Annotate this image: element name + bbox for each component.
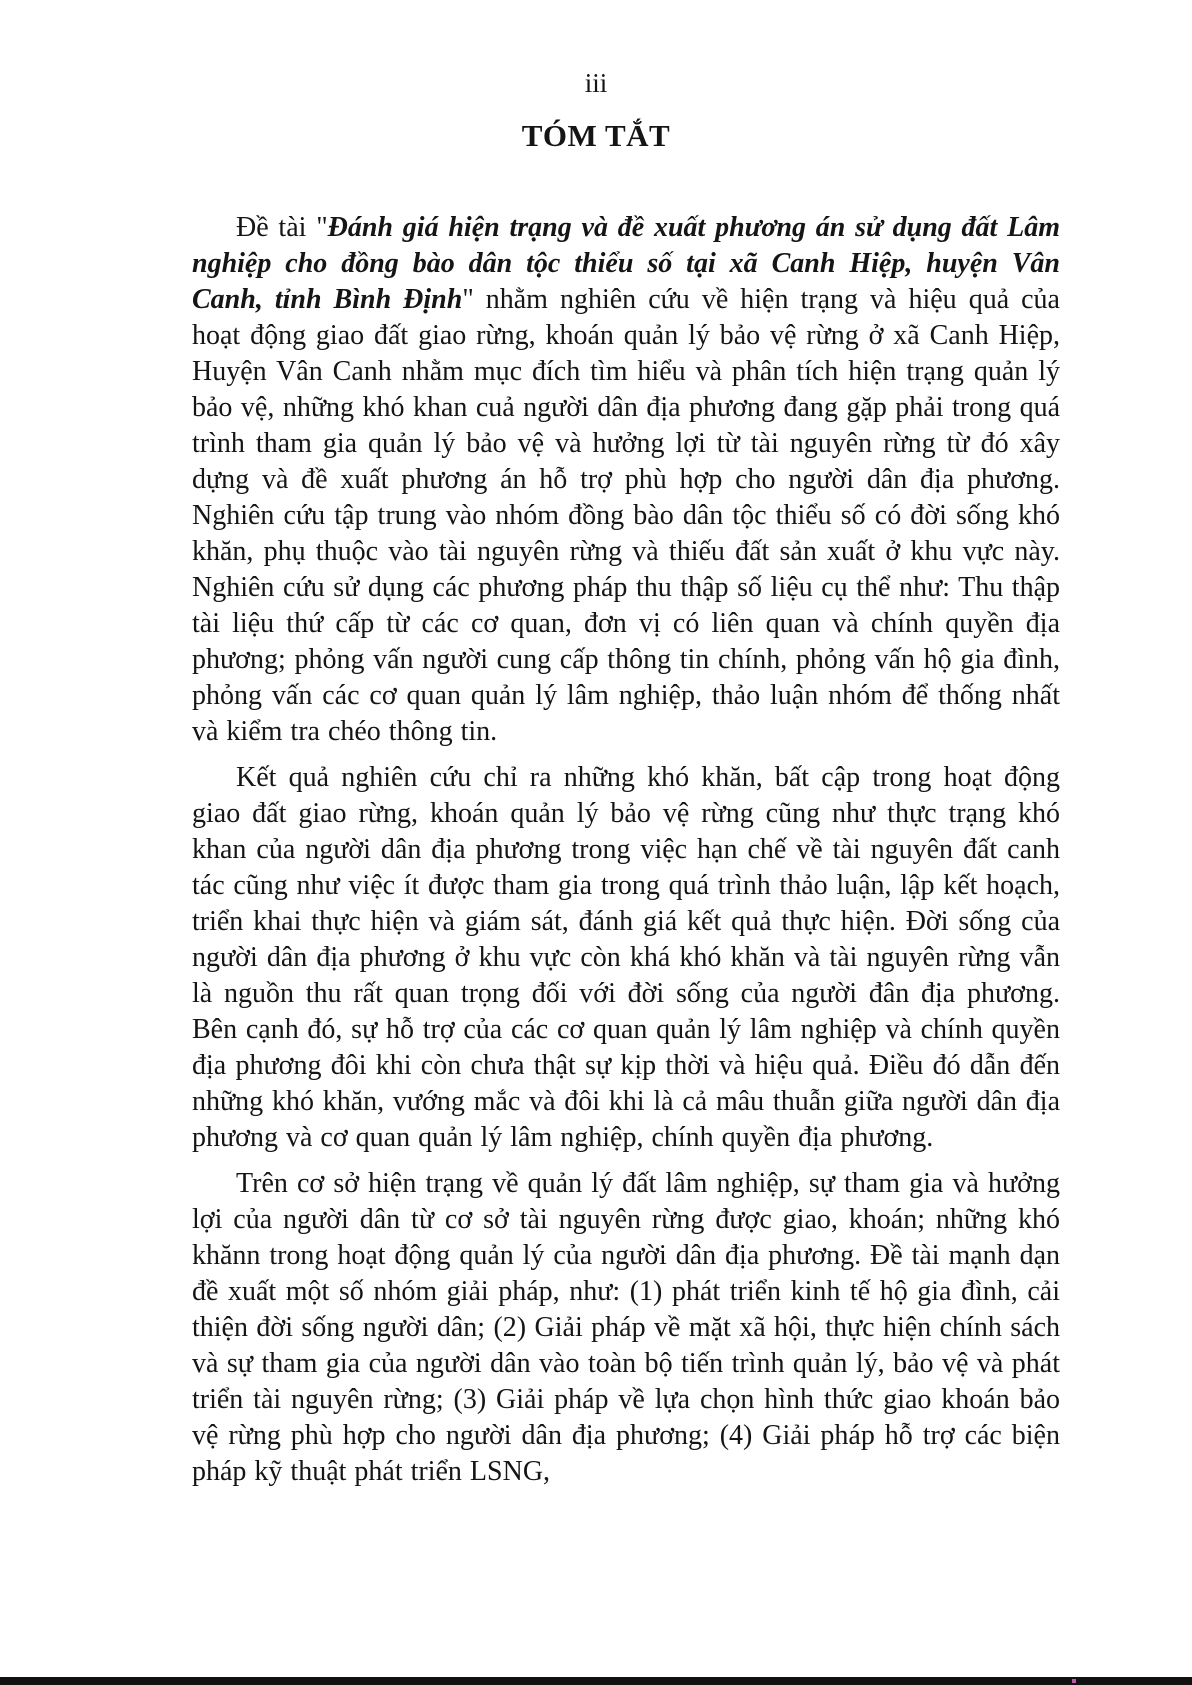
- abstract-paragraph-2: Kết quả nghiên cứu chỉ ra những khó khăn, bất cập trong hoạt động giao đất giao rừng, khoán quản lý bảo vệ rừng cũng như thực trạng khó khan của người dân địa phương trong việc hạn chế về tài nguyên đất canh tác cũng như việc ít được tham gia trong quá trình thảo luận, lập kết hoạch, triển khai thực hiện và giám sát, đánh giá kết quả thực hiện. Đời sống của người dân địa phương ở khu vực còn khá khó khăn và tài nguyên rừng vẫn là nguồn thu rất quan trọng đối với đời sống của người đân địa phương. Bên cạnh đó, sự hỗ trợ của các cơ quan quản lý lâm nghiệp và chính quyền địa phương đôi khi còn chưa thật sự kịp thời và hiệu quả. Điều đó dẫn đến những khó khăn, vướng mắc và đôi khi là cả mâu thuẫn giữa người dân địa phương và cơ quan quản lý lâm nghiệp, chính quyền địa phương.: [192, 762, 1060, 1153]
- render-artifact-dot: [1072, 1679, 1076, 1683]
- window-bottom-edge-bar: [0, 1677, 1192, 1685]
- abstract-paragraph-1: [192, 210, 1060, 750]
- page-title: TÓM TẮT: [521, 118, 671, 153]
- page-number: iii: [584, 68, 608, 98]
- abstract-paragraph-3: Trên cơ sở hiện trạng về quản lý đất lâm nghiệp, sự tham gia và hưởng lợi của người dân từ cơ sở tài nguyên rừng được giao, khoán; những khó khănn trong hoạt động quản lý của người dân địa phương. Đề tài mạnh dạn đề xuất một số nhóm giải pháp, như: (1) phát triển kinh tế hộ gia đình, cải thiện đời sống người dân; (2) Giải pháp về mặt xã hội, thực hiện chính sách và sự tham gia của người dân vào toàn bộ tiến trình quản lý, bảo vệ và phát triển tài nguyên rừng; (3) Giải pháp về lựa chọn hình thức giao khoán bảo vệ rừng phù hợp cho người dân địa phương; (4) Giải pháp hỗ trợ các biện pháp kỹ thuật phát triển LSNG,: [192, 1168, 1060, 1487]
- thesis-title-run: Đánh giá hiện trạng và đề xuất phương án sử dụng đất Lâm nghiệp cho đồng bào dân tộc thiểu số tại xã Canh Hiệp, huyện Vân Canh, tỉnh Bình Định: [192, 212, 1060, 315]
- paragraph-1-rest: " nhằm nghiên cứu về hiện trạng và hiệu quả của hoạt động giao đất giao rừng, khoán quản lý bảo vệ rừng ở xã Canh Hiệp, Huyện Vân Canh nhằm mục đích tìm hiểu và phân tích hiện trạng quản lý bảo vệ, những khó khan cuả người dân địa phương đang gặp phải trong quá trình tham gia quản lý bảo vệ và hưởng lợi từ tài nguyên rừng từ đó xây dựng và đề xuất phương án hỗ trợ phù hợp cho người dân địa phương. Nghiên cứu tập trung vào nhóm đồng bào dân tộc thiểu số có đời sống khó khăn, phụ thuộc vào tài nguyên rừng và thiếu đất sản xuất ở khu vực này. Nghiên cứu sử dụng các phương pháp thu thập số liệu cụ thể như: Thu thập tài liệu thứ cấp từ các cơ quan, đơn vị có liên quan và chính quyền địa phương; phỏng vấn người cung cấp thông tin chính, phỏng vấn hộ gia đình, phỏng vấn các cơ quan quản lý lâm nghiệp, thảo luận nhóm để thống nhất và kiểm tra chéo thông tin.: [192, 284, 1060, 747]
- abstract-body: [192, 210, 1060, 1500]
- paragraph-1-prefix: Đề tài ": [236, 212, 328, 243]
